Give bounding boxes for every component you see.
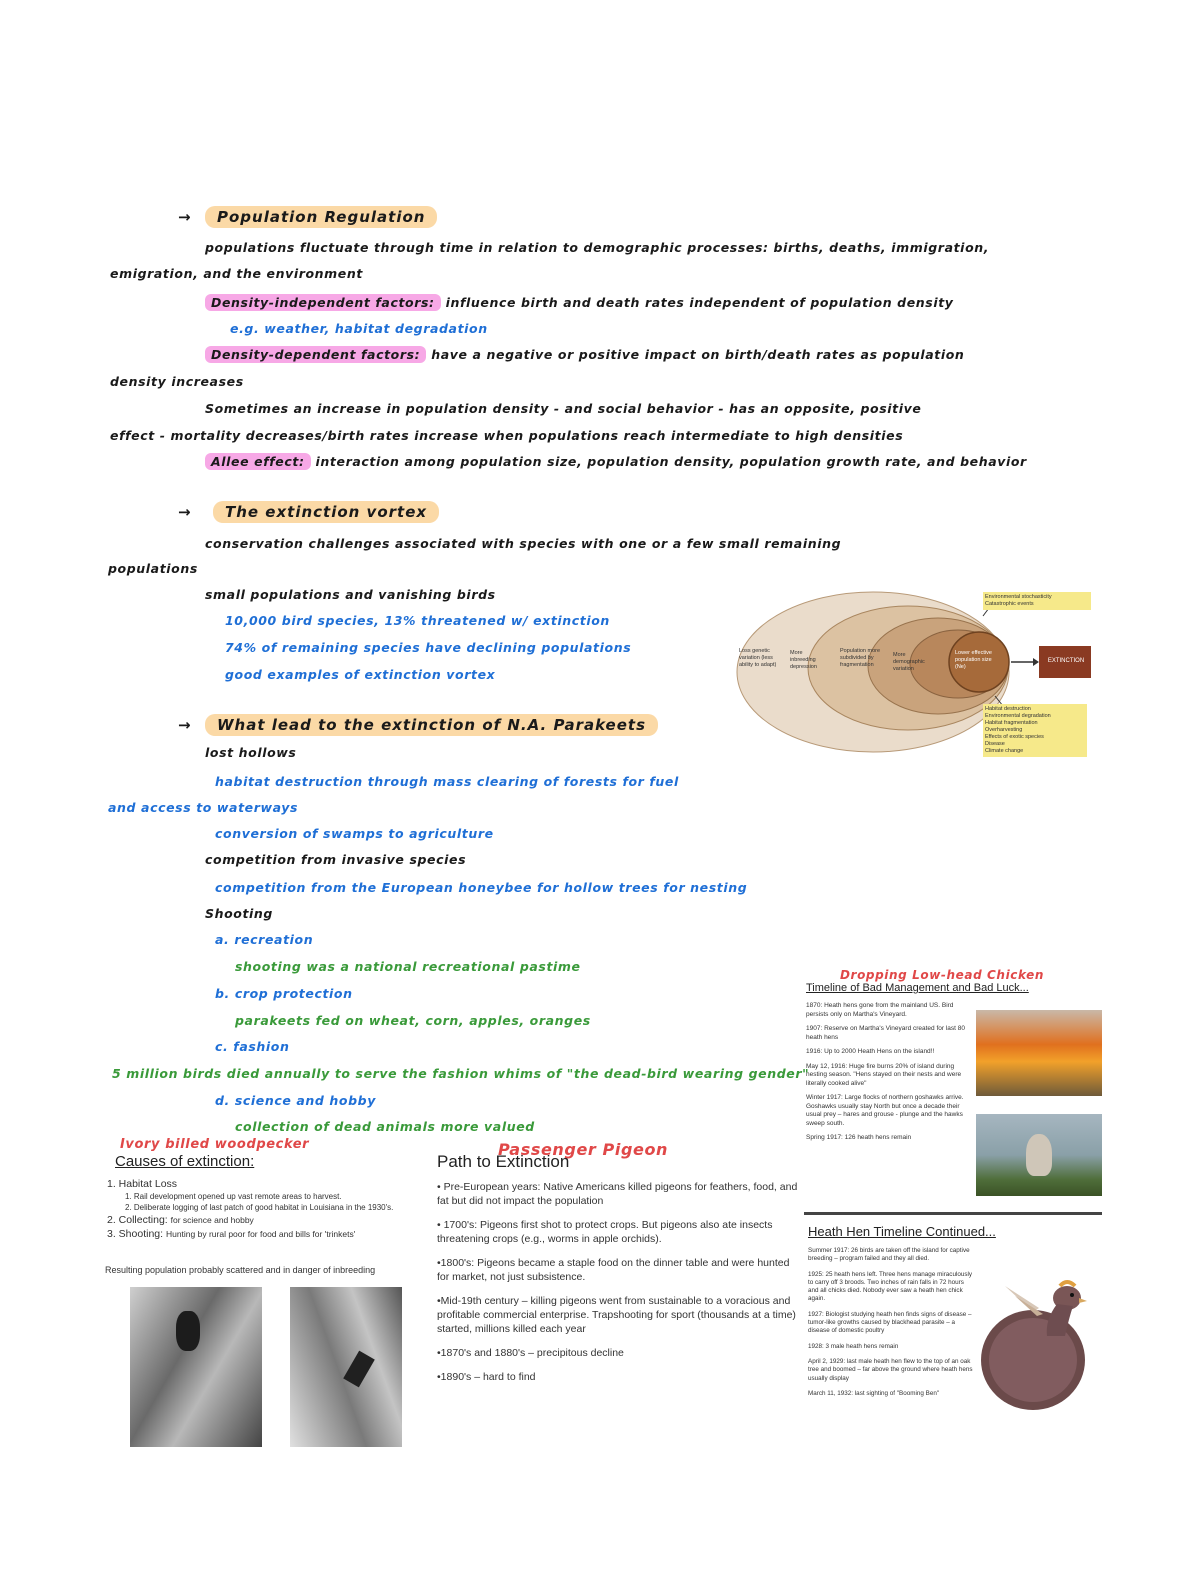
ivory-item-label: 2. Collecting: xyxy=(107,1214,168,1226)
heath1-title: Timeline of Bad Management and Bad Luck... xyxy=(806,982,1029,994)
fire-photo xyxy=(976,1010,1102,1096)
pigeon-bullet: •Mid-19th century – killing pigeons went from sustainable to a voracious and profitable commercial enterprise. Trapshooting for sport (thousands at a time) started, millions killed each year xyxy=(437,1295,796,1335)
note-line: populations xyxy=(108,561,198,576)
ivory-item-detail: Hunting by rural poor for food and bills for 'trinkets' xyxy=(165,1229,356,1239)
note-line: Sometimes an increase in population density - and social behavior - has an opposite, positive xyxy=(205,401,922,416)
note-bullet: competition from the European honeybee for hollow trees for nesting xyxy=(215,880,748,895)
vortex-label-ring4: More demographic variation xyxy=(893,652,925,672)
vortex-label-ring2: More inbreeding depression xyxy=(790,650,817,670)
note-bullet: 5 million birds died annually to serve the fashion whims of "the dead-bird wearing gender" xyxy=(112,1066,810,1081)
hen-beak xyxy=(1079,1298,1087,1303)
heading-parakeets: What lead to the extinction of N.A. Parakeets xyxy=(205,714,658,736)
ivory-item xyxy=(107,1213,437,1227)
heath1-entry: 1916: Up to 2000 Heath Hens on the island!! xyxy=(806,1048,935,1055)
hen-eye xyxy=(1070,1293,1074,1297)
note-bullet: collection of dead animals more valued xyxy=(235,1119,535,1134)
note-line: density increases xyxy=(110,374,244,389)
note-bullet: c. fashion xyxy=(215,1039,290,1054)
note-bullet: habitat destruction through mass clearing of forests for fuel xyxy=(215,774,679,789)
vortex-box-item: Climate change xyxy=(985,748,1024,754)
pigeon-title: Path to Extinction xyxy=(437,1152,570,1171)
note-line: conservation challenges associated with species with one or a few small remaining xyxy=(205,536,842,551)
woodpecker-photo-1 xyxy=(130,1287,262,1447)
pigeon-bullet: • Pre-European years: Native Americans killed pigeons for feathers, food, and fat but did not impact the population xyxy=(437,1181,798,1207)
ivory-title: Causes of extinction: xyxy=(115,1153,255,1170)
heath1-entry: 1907: Reserve on Martha's Vineyard created for last 80 heath hens xyxy=(806,1025,966,1041)
ivory-subitem: 2. Deliberate logging of last patch of good habitat in Louisiana in the 1930's. xyxy=(125,1203,394,1212)
note-line: emigration, and the environment xyxy=(110,266,363,281)
vortex-box-item: Habitat fragmentation xyxy=(985,720,1038,726)
heath2-entry: 1928: 3 male heath hens remain xyxy=(808,1342,899,1350)
note-bullet: 74% of remaining species have declining populations xyxy=(225,640,632,655)
heath2-entry: March 11, 1932: last sighting of "Booming Ben" xyxy=(808,1389,940,1397)
arrow-head xyxy=(1033,658,1039,666)
vortex-box-item: Environmental degradation xyxy=(985,713,1051,719)
heath2-entry: Summer 1917: 26 birds are taken off the island for captive breeding – program failed and they all died. xyxy=(808,1247,970,1263)
vortex-label-ring3: Population more subdivided by fragmentation xyxy=(840,648,881,668)
vortex-label-ring1: Loss genetic variation (less ability to adapt) xyxy=(739,648,777,668)
heading-extinction-vortex: The extinction vortex xyxy=(213,501,439,523)
ivory-item-label: 3. Shooting: xyxy=(107,1228,164,1240)
tree-hollow xyxy=(176,1311,200,1351)
goshawk-photo xyxy=(976,1114,1102,1196)
arrow-icon: → xyxy=(178,208,192,226)
ivory-item-detail: for science and hobby xyxy=(170,1215,254,1225)
note-line: lost hollows xyxy=(205,745,297,760)
goshawk-bird xyxy=(1026,1134,1052,1176)
highlight-label: Density-dependent factors: xyxy=(205,346,426,363)
note-line: small populations and vanishing birds xyxy=(205,587,496,602)
ivory-item: 1. Habitat Loss xyxy=(107,1178,178,1190)
vortex-box-item: Habitat destruction xyxy=(985,706,1031,712)
heath1-entry: Winter 1917: Large flocks of northern goshawks arrive. Goshawks usually stay North but once a decade their usual prey – hares and grouse - plunge and the hawks sweep south. xyxy=(806,1094,964,1127)
note-line: effect - mortality decreases/birth rates increase when populations reach intermediate to high densities xyxy=(110,428,904,443)
vortex-bottom-box xyxy=(983,704,1087,757)
vortex-label-core: Lower effective population size (Ne) xyxy=(955,650,992,670)
pigeon-bullet: •1890's – hard to find xyxy=(437,1371,536,1383)
ivory-item xyxy=(107,1227,437,1241)
note-bullet: d. science and hobby xyxy=(215,1093,376,1108)
annotation-ivory: Ivory billed woodpecker xyxy=(120,1137,310,1152)
vortex-top-box xyxy=(983,592,1091,610)
ivory-list xyxy=(107,1177,437,1241)
note-bullet: good examples of extinction vortex xyxy=(225,667,496,682)
note-example: e.g. weather, habitat degradation xyxy=(230,321,488,336)
note-text: have a negative or positive impact on birth/death rates as population xyxy=(431,347,965,362)
highlight-label: Density-independent factors: xyxy=(205,294,441,311)
vortex-box-item: Disease xyxy=(985,741,1005,747)
slide-divider xyxy=(804,1212,1102,1215)
note-bullet: a. recreation xyxy=(215,932,314,947)
hen-comb xyxy=(1060,1282,1075,1286)
pigeon-bullet: •1800's: Pigeons became a staple food on the dinner table and were hunted for market, not just subsistence. xyxy=(437,1257,790,1283)
arrow-icon: → xyxy=(178,503,192,521)
vortex-box-item: Environmental stochasticity xyxy=(985,594,1052,600)
hen-feather xyxy=(1005,1286,1039,1312)
note-line-density-independent xyxy=(205,295,954,310)
heath-hen-illustration xyxy=(975,1250,1103,1425)
note-line-allee xyxy=(205,454,1027,469)
annotation-pigeon: Passenger Pigeon xyxy=(498,1140,669,1159)
note-text: interaction among population size, population density, population growth rate, and behavior xyxy=(315,454,1027,469)
vortex-box-item: Catastrophic events xyxy=(985,601,1034,607)
heath2-title: Heath Hen Timeline Continued... xyxy=(808,1224,996,1239)
woodpecker-bird xyxy=(343,1351,375,1388)
note-line: populations fluctuate through time in relation to demographic processes: births, deaths, immigration, xyxy=(205,240,990,255)
heath2-entries xyxy=(808,1247,973,1398)
vortex-box-item: Effects of exotic species xyxy=(985,734,1044,740)
vortex-box-item: Overharvesting xyxy=(985,727,1023,733)
note-line: Shooting xyxy=(205,906,273,921)
heath1-entry: Spring 1917: 126 heath hens remain xyxy=(806,1134,912,1141)
annotation-heath: Dropping Low-head Chicken xyxy=(840,968,1045,982)
pigeon-bullet: •1870's and 1880's – precipitous decline xyxy=(437,1347,624,1359)
heath2-entry: 1925: 25 heath hens left. Three hens manage miraculously to carry off 3 broods. Two inches of rain falls in 72 hours and all chicks died. Nobody ever saw a heath hen chick again. xyxy=(808,1270,973,1303)
vortex-label-extinction: EXTINCTION xyxy=(1047,658,1085,664)
ivory-resulting: Resulting population probably scattered and in danger of inbreeding xyxy=(105,1265,376,1275)
note-bullet: 10,000 bird species, 13% threatened w/ extinction xyxy=(225,613,610,628)
note-bullet: parakeets fed on wheat, corn, apples, oranges xyxy=(235,1013,591,1028)
arrow-icon: → xyxy=(178,716,192,734)
pigeon-bullets xyxy=(437,1180,802,1384)
heath1-entry: May 12, 1916: Huge fire burns 20% of island during nesting season. "Hens stayed on their nests and were literally cooked alive" xyxy=(806,1062,962,1087)
note-line-density-dependent xyxy=(205,347,964,362)
note-bullet: conversion of swamps to agriculture xyxy=(215,826,494,841)
ivory-subitem: 1. Rail development opened up vast remote areas to harvest. xyxy=(125,1192,342,1201)
highlight-label: Allee effect: xyxy=(205,453,311,470)
note-bullet: shooting was a national recreational pastime xyxy=(235,959,581,974)
note-text: influence birth and death rates independent of population density xyxy=(445,295,954,310)
heading-population-regulation: Population Regulation xyxy=(205,206,437,228)
heath2-entry: April 2, 1929: last male heath hen flew to the top of an oak tree and boomed – far above the ground where heath hens usually display xyxy=(808,1357,973,1382)
heath1-entry: 1870: Heath hens gone from the mainland US. Bird persists only on Martha's Vineyard. xyxy=(806,1002,954,1018)
woodpecker-photo-2 xyxy=(290,1287,402,1447)
extinction-vortex-diagram xyxy=(733,586,1093,766)
note-bullet: b. crop protection xyxy=(215,986,353,1001)
pigeon-bullet: • 1700's: Pigeons first shot to protect crops. But pigeons also ate insects threatening crops (e.g., worms in apple orchids). xyxy=(437,1219,773,1245)
heath-hen-svg xyxy=(975,1250,1103,1425)
heath1-entries xyxy=(806,1002,976,1143)
note-line: competition from invasive species xyxy=(205,852,467,867)
note-bullet: and access to waterways xyxy=(108,800,299,815)
heath2-entry: 1927: Biologist studying heath hen finds signs of disease – tumor-like growths caused by blackhead parasite – a disease of domestic poultry xyxy=(808,1310,972,1335)
